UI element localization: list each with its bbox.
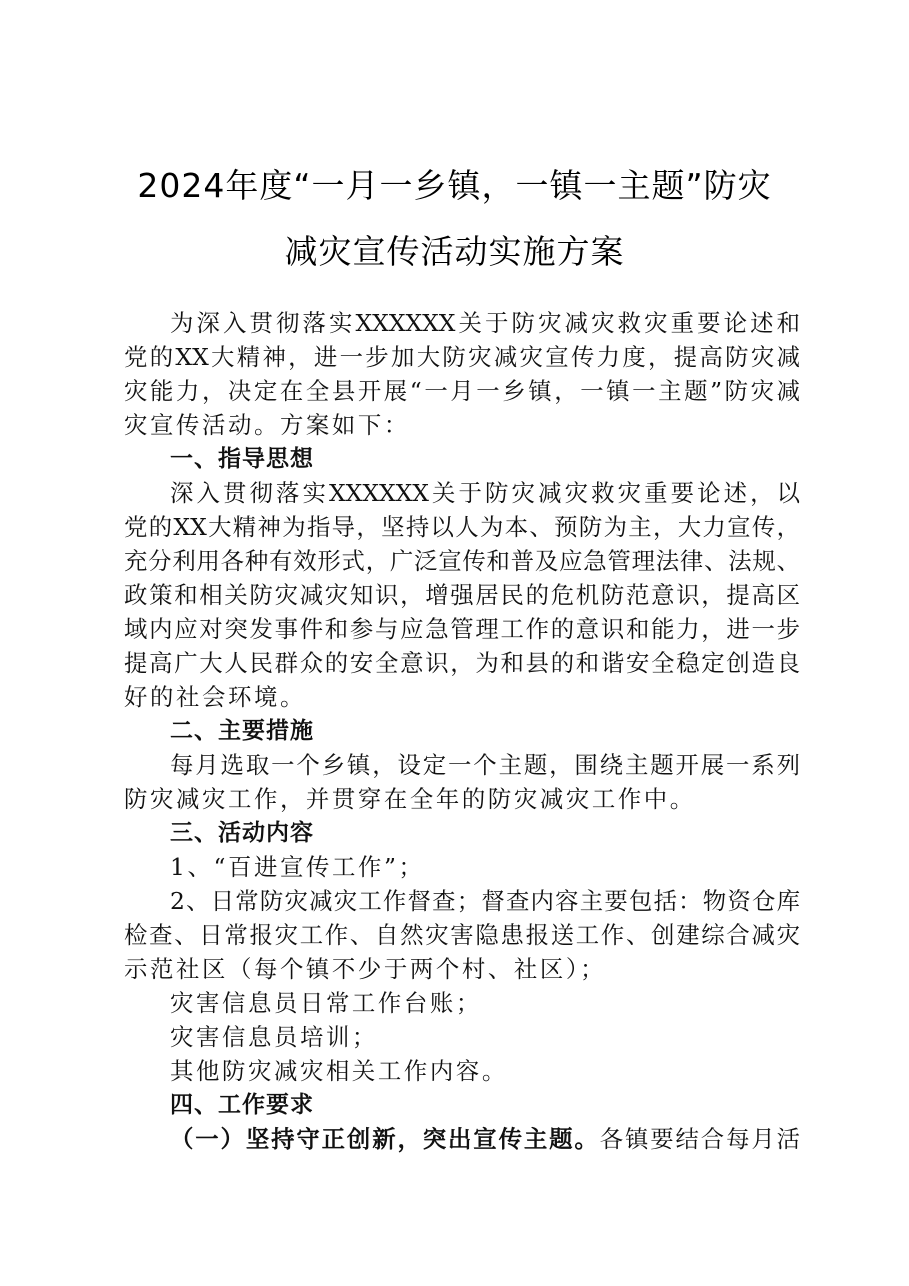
intro-line: 党的XX大精神，进一步加大防灾减灾宣传力度，提高防灾减	[124, 343, 800, 371]
section-heading-guiding-ideology: 一、指导思想	[170, 446, 314, 472]
intro-line: 为深入贯彻落实XXXXXX关于防灾减灾救灾重要论述和	[170, 309, 800, 337]
list-item: 2、日常防灾减灾工作督查；督查内容主要包括：物资仓库	[170, 887, 800, 915]
paragraph-line: 域内应对突发事件和参与应急管理工作的意识和能力，进一步	[124, 615, 800, 643]
requirement-item-1-text: 各镇要结合每月活	[599, 1125, 801, 1153]
intro-line: 灾宣传活动。方案如下：	[124, 411, 410, 439]
list-item: 其他防灾减灾相关工作内容。	[170, 1057, 508, 1085]
paragraph-line: 党的XX大精神为指导，坚持以人为本、预防为主，大力宣传，	[124, 513, 800, 541]
document-title-line-1: 2024年度“一月一乡镇，一镇一主题”防灾	[137, 166, 772, 205]
section-heading-activity-content: 三、活动内容	[170, 820, 314, 846]
paragraph-line: 深入贯彻落实XXXXXX关于防灾减灾救灾重要论述，以	[170, 479, 800, 507]
section-heading-main-measures: 二、主要措施	[170, 718, 314, 744]
requirement-item-1-lead: （一）坚持守正创新，突出宣传主题。	[170, 1125, 600, 1153]
requirement-item-1	[170, 1122, 800, 1156]
paragraph-line: 政策和相关防灾减灾知识，增强居民的危机防范意识，提高区	[124, 581, 800, 609]
list-item: 1、“百进宣传工作”；	[170, 853, 425, 881]
intro-line: 灾能力，决定在全县开展“一月一乡镇，一镇一主题”防灾减	[124, 377, 800, 405]
document-title-line-2: 减灾宣传活动实施方案	[284, 232, 625, 271]
list-item: 灾害信息员日常工作台账；	[170, 989, 482, 1017]
paragraph-line: 每月选取一个乡镇，设定一个主题，围绕主题开展一系列	[170, 751, 800, 779]
paragraph-line: 示范社区（每个镇不少于两个村、社区）；	[124, 955, 607, 983]
paragraph-line: 检查、日常报灾工作、自然灾害隐患报送工作、创建综合减灾	[124, 921, 800, 949]
paragraph-line: 充分利用各种有效形式，广泛宣传和普及应急管理法律、法规、	[124, 547, 800, 575]
paragraph-line: 提高广大人民群众的安全意识，为和县的和谐安全稳定创造良	[124, 649, 800, 677]
paragraph-line: 防灾减灾工作，并贯穿在全年的防灾减灾工作中。	[124, 785, 696, 813]
paragraph-line: 好的社会环境。	[124, 683, 306, 711]
section-heading-work-requirements: 四、工作要求	[170, 1092, 314, 1118]
list-item: 灾害信息员培训；	[170, 1023, 378, 1051]
